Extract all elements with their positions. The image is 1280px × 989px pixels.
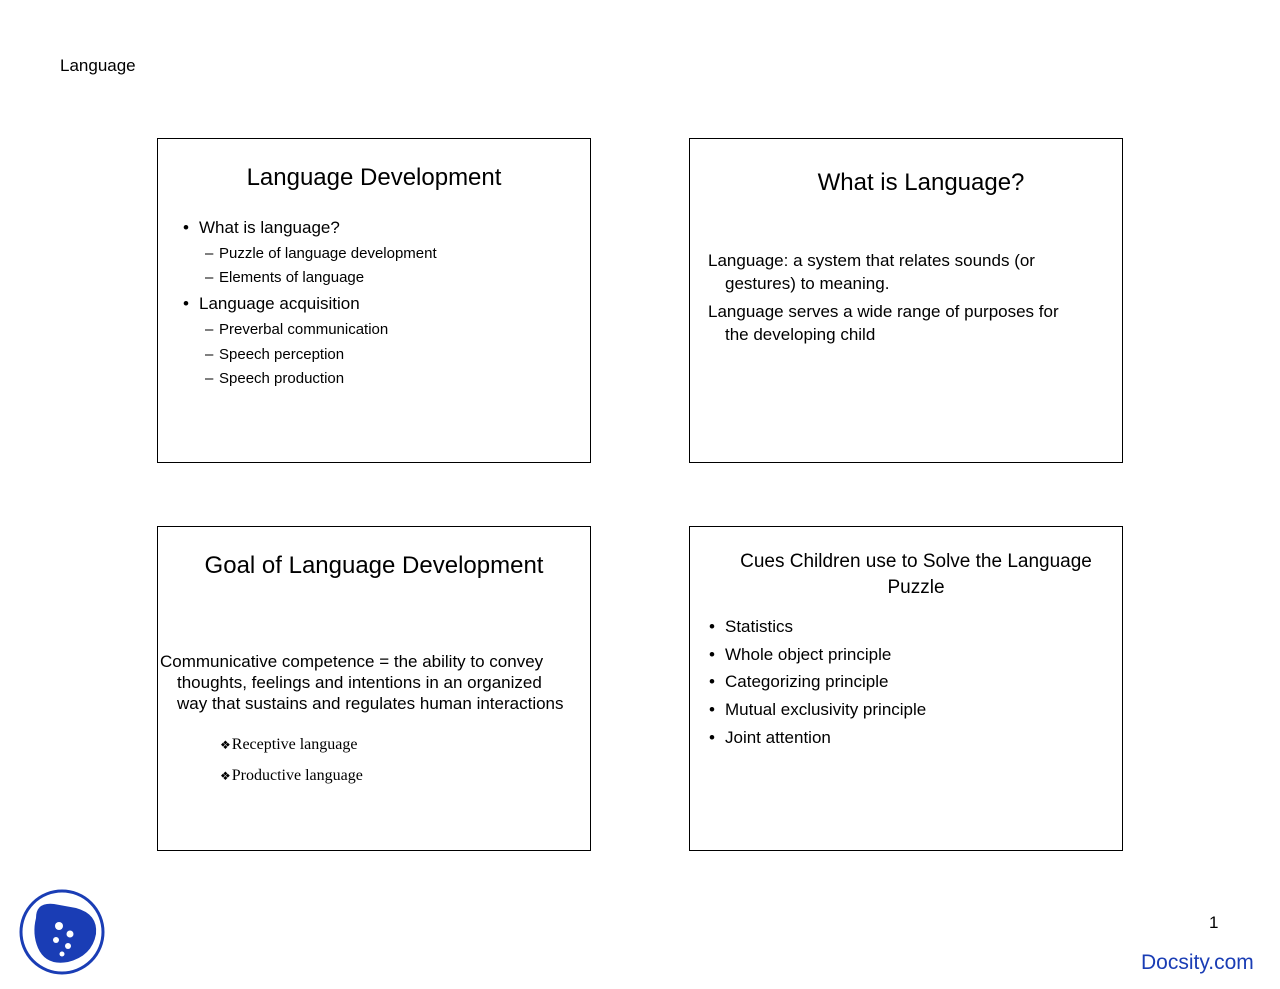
sub-bullet-item: – Speech perception — [219, 346, 344, 363]
paragraph-line: Language serves a wide range of purposes for — [708, 302, 1059, 321]
diamond-bullet-item: ❖ Productive language — [220, 767, 363, 785]
slide-what-is-language — [689, 138, 1123, 463]
paragraph — [708, 300, 1108, 346]
slide-cues-children-use — [689, 526, 1123, 851]
definition-line: way that sustains and regulates human interactions — [177, 694, 564, 713]
bullet-item: • Language acquisition — [199, 294, 360, 314]
bullet-item: • Mutual exclusivity principle — [725, 700, 926, 720]
slide-language-development — [157, 138, 591, 463]
slide-title: Goal of Language Development — [204, 552, 544, 579]
docsity-logo-icon — [18, 888, 106, 976]
slide-title: Cues Children use to Solve the Language Puzzle — [740, 551, 1092, 598]
docsity-brand-link[interactable]: Docsity.com — [1141, 951, 1254, 974]
definition-line: thoughts, feelings and intentions in an organized — [177, 673, 542, 692]
slide-title: Language Development — [246, 164, 502, 191]
bullet-item: • Categorizing principle — [725, 672, 888, 692]
diamond-bullet-item: ❖ Receptive language — [220, 736, 357, 754]
definition-line: Communicative competence = the ability to convey — [160, 652, 544, 671]
paragraph-line: Language: a system that relates sounds (or — [708, 251, 1035, 270]
sub-bullet-item: – Elements of language — [219, 269, 364, 286]
bullet-item: • Joint attention — [725, 728, 831, 748]
definition-paragraph — [160, 651, 590, 714]
bullet-item: • Whole object principle — [725, 645, 891, 665]
bullet-item: • What is language? — [199, 218, 340, 238]
paragraph-line: gestures) to meaning. — [725, 274, 890, 293]
slide-title: What is Language? — [817, 169, 1025, 196]
bullet-item: • Statistics — [725, 617, 793, 637]
page-number: 1 — [1209, 913, 1219, 932]
slide-goal-of-language-development — [157, 526, 591, 851]
page-header-title: Language — [60, 56, 136, 75]
sub-bullet-item: – Puzzle of language development — [219, 245, 437, 262]
paragraph-line: the developing child — [725, 325, 876, 344]
paragraph — [708, 249, 1108, 295]
sub-bullet-item: – Preverbal communication — [219, 321, 388, 338]
sub-bullet-item: – Speech production — [219, 370, 344, 387]
